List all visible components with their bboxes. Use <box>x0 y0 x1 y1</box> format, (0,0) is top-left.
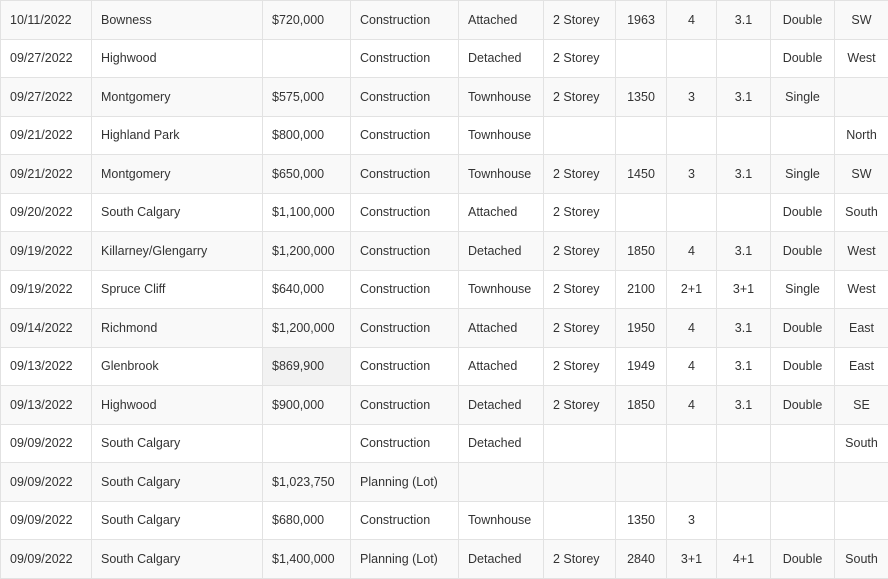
type-cell[interactable]: Townhouse <box>459 501 544 540</box>
storeys-cell[interactable]: 2 Storey <box>544 155 616 194</box>
baths-cell[interactable]: 3.1 <box>717 347 771 386</box>
beds-cell[interactable]: 4 <box>667 1 717 40</box>
table-row[interactable] <box>1 309 888 348</box>
exposure-cell[interactable] <box>835 78 888 117</box>
beds-cell[interactable] <box>667 193 717 232</box>
table-row[interactable] <box>1 39 888 78</box>
beds-cell[interactable]: 4 <box>667 347 717 386</box>
garage-cell[interactable]: Double <box>771 39 835 78</box>
date-cell[interactable]: 09/27/2022 <box>1 39 92 78</box>
garage-cell[interactable]: Single <box>771 78 835 117</box>
storeys-cell[interactable]: 2 Storey <box>544 193 616 232</box>
baths-cell[interactable]: 3.1 <box>717 1 771 40</box>
type-cell[interactable]: Townhouse <box>459 78 544 117</box>
exposure-cell[interactable] <box>835 463 888 502</box>
price-cell[interactable]: $869,900 <box>263 347 351 386</box>
date-cell[interactable]: 09/09/2022 <box>1 424 92 463</box>
baths-cell[interactable] <box>717 501 771 540</box>
date-cell[interactable]: 09/13/2022 <box>1 347 92 386</box>
storeys-cell[interactable]: 2 Storey <box>544 347 616 386</box>
community-cell[interactable]: Highwood <box>92 386 263 425</box>
garage-cell[interactable]: Double <box>771 232 835 271</box>
price-cell[interactable]: $575,000 <box>263 78 351 117</box>
exposure-cell[interactable]: SE <box>835 386 888 425</box>
community-cell[interactable]: Montgomery <box>92 155 263 194</box>
baths-cell[interactable]: 4+1 <box>717 540 771 579</box>
sqft-cell[interactable]: 1350 <box>616 78 667 117</box>
type-cell[interactable]: Attached <box>459 309 544 348</box>
community-cell[interactable]: Glenbrook <box>92 347 263 386</box>
status-cell[interactable]: Construction <box>351 78 459 117</box>
baths-cell[interactable]: 3.1 <box>717 386 771 425</box>
sqft-cell[interactable]: 1450 <box>616 155 667 194</box>
price-cell[interactable]: $900,000 <box>263 386 351 425</box>
sqft-cell[interactable]: 1950 <box>616 309 667 348</box>
garage-cell[interactable] <box>771 424 835 463</box>
table-row[interactable] <box>1 347 888 386</box>
exposure-cell[interactable]: West <box>835 270 888 309</box>
garage-cell[interactable]: Double <box>771 540 835 579</box>
garage-cell[interactable] <box>771 116 835 155</box>
storeys-cell[interactable] <box>544 116 616 155</box>
baths-cell[interactable] <box>717 39 771 78</box>
baths-cell[interactable]: 3.1 <box>717 232 771 271</box>
table-row[interactable] <box>1 232 888 271</box>
community-cell[interactable]: Montgomery <box>92 78 263 117</box>
exposure-cell[interactable]: SW <box>835 155 888 194</box>
garage-cell[interactable]: Single <box>771 155 835 194</box>
exposure-cell[interactable]: North <box>835 116 888 155</box>
exposure-cell[interactable]: East <box>835 347 888 386</box>
date-cell[interactable]: 09/14/2022 <box>1 309 92 348</box>
type-cell[interactable]: Detached <box>459 386 544 425</box>
community-cell[interactable]: Highland Park <box>92 116 263 155</box>
exposure-cell[interactable]: South <box>835 540 888 579</box>
sqft-cell[interactable] <box>616 463 667 502</box>
storeys-cell[interactable]: 2 Storey <box>544 232 616 271</box>
beds-cell[interactable] <box>667 463 717 502</box>
sqft-cell[interactable] <box>616 116 667 155</box>
status-cell[interactable]: Construction <box>351 155 459 194</box>
status-cell[interactable]: Construction <box>351 424 459 463</box>
beds-cell[interactable]: 4 <box>667 386 717 425</box>
type-cell[interactable]: Attached <box>459 193 544 232</box>
status-cell[interactable]: Construction <box>351 1 459 40</box>
table-row[interactable] <box>1 155 888 194</box>
status-cell[interactable]: Construction <box>351 232 459 271</box>
table-row[interactable] <box>1 386 888 425</box>
table-row[interactable] <box>1 501 888 540</box>
baths-cell[interactable]: 3.1 <box>717 309 771 348</box>
price-cell[interactable]: $1,200,000 <box>263 232 351 271</box>
price-cell[interactable]: $650,000 <box>263 155 351 194</box>
table-row[interactable] <box>1 78 888 117</box>
storeys-cell[interactable] <box>544 463 616 502</box>
sqft-cell[interactable]: 2840 <box>616 540 667 579</box>
baths-cell[interactable] <box>717 116 771 155</box>
type-cell[interactable]: Detached <box>459 540 544 579</box>
table-row[interactable] <box>1 116 888 155</box>
garage-cell[interactable] <box>771 463 835 502</box>
table-row[interactable] <box>1 463 888 502</box>
community-cell[interactable]: Killarney/Glengarry <box>92 232 263 271</box>
status-cell[interactable]: Construction <box>351 193 459 232</box>
exposure-cell[interactable]: South <box>835 193 888 232</box>
beds-cell[interactable] <box>667 116 717 155</box>
storeys-cell[interactable]: 2 Storey <box>544 78 616 117</box>
type-cell[interactable]: Attached <box>459 347 544 386</box>
baths-cell[interactable]: 3+1 <box>717 270 771 309</box>
beds-cell[interactable]: 4 <box>667 309 717 348</box>
sqft-cell[interactable]: 1350 <box>616 501 667 540</box>
status-cell[interactable]: Construction <box>351 270 459 309</box>
type-cell[interactable]: Detached <box>459 232 544 271</box>
type-cell[interactable]: Townhouse <box>459 270 544 309</box>
sqft-cell[interactable]: 1850 <box>616 232 667 271</box>
garage-cell[interactable]: Double <box>771 386 835 425</box>
community-cell[interactable]: South Calgary <box>92 501 263 540</box>
status-cell[interactable]: Planning (Lot) <box>351 463 459 502</box>
community-cell[interactable]: Bowness <box>92 1 263 40</box>
price-cell[interactable]: $720,000 <box>263 1 351 40</box>
garage-cell[interactable]: Double <box>771 1 835 40</box>
exposure-cell[interactable]: West <box>835 39 888 78</box>
sqft-cell[interactable]: 1963 <box>616 1 667 40</box>
date-cell[interactable]: 09/19/2022 <box>1 270 92 309</box>
baths-cell[interactable]: 3.1 <box>717 78 771 117</box>
community-cell[interactable]: South Calgary <box>92 540 263 579</box>
type-cell[interactable]: Detached <box>459 424 544 463</box>
beds-cell[interactable]: 3 <box>667 78 717 117</box>
price-cell[interactable]: $640,000 <box>263 270 351 309</box>
beds-cell[interactable]: 3 <box>667 155 717 194</box>
date-cell[interactable]: 09/09/2022 <box>1 540 92 579</box>
beds-cell[interactable] <box>667 424 717 463</box>
table-row[interactable] <box>1 193 888 232</box>
date-cell[interactable]: 09/21/2022 <box>1 116 92 155</box>
garage-cell[interactable]: Single <box>771 270 835 309</box>
status-cell[interactable]: Construction <box>351 39 459 78</box>
exposure-cell[interactable]: East <box>835 309 888 348</box>
community-cell[interactable]: Highwood <box>92 39 263 78</box>
price-cell[interactable]: $1,400,000 <box>263 540 351 579</box>
table-row[interactable] <box>1 540 888 579</box>
type-cell[interactable]: Townhouse <box>459 116 544 155</box>
garage-cell[interactable] <box>771 501 835 540</box>
exposure-cell[interactable]: South <box>835 424 888 463</box>
storeys-cell[interactable]: 2 Storey <box>544 309 616 348</box>
storeys-cell[interactable] <box>544 501 616 540</box>
exposure-cell[interactable] <box>835 501 888 540</box>
listings-table-body <box>1 1 888 579</box>
sqft-cell[interactable] <box>616 39 667 78</box>
garage-cell[interactable]: Double <box>771 347 835 386</box>
date-cell[interactable]: 10/11/2022 <box>1 1 92 40</box>
baths-cell[interactable]: 3.1 <box>717 155 771 194</box>
status-cell[interactable]: Construction <box>351 347 459 386</box>
sqft-cell[interactable] <box>616 424 667 463</box>
status-cell[interactable]: Construction <box>351 116 459 155</box>
garage-cell[interactable]: Double <box>771 193 835 232</box>
beds-cell[interactable]: 3 <box>667 501 717 540</box>
status-cell[interactable]: Construction <box>351 501 459 540</box>
table-row[interactable] <box>1 424 888 463</box>
beds-cell[interactable] <box>667 39 717 78</box>
beds-cell[interactable]: 3+1 <box>667 540 717 579</box>
price-cell[interactable]: $800,000 <box>263 116 351 155</box>
price-cell[interactable] <box>263 39 351 78</box>
type-cell[interactable] <box>459 463 544 502</box>
community-cell[interactable]: South Calgary <box>92 463 263 502</box>
community-cell[interactable]: South Calgary <box>92 193 263 232</box>
sqft-cell[interactable]: 1850 <box>616 386 667 425</box>
status-cell[interactable]: Construction <box>351 386 459 425</box>
storeys-cell[interactable] <box>544 424 616 463</box>
price-cell[interactable]: $1,100,000 <box>263 193 351 232</box>
date-cell[interactable]: 09/13/2022 <box>1 386 92 425</box>
date-cell[interactable]: 09/21/2022 <box>1 155 92 194</box>
baths-cell[interactable] <box>717 463 771 502</box>
baths-cell[interactable] <box>717 193 771 232</box>
sqft-cell[interactable] <box>616 193 667 232</box>
storeys-cell[interactable]: 2 Storey <box>544 39 616 78</box>
status-cell[interactable]: Construction <box>351 309 459 348</box>
storeys-cell[interactable]: 2 Storey <box>544 1 616 40</box>
storeys-cell[interactable]: 2 Storey <box>544 270 616 309</box>
beds-cell[interactable]: 2+1 <box>667 270 717 309</box>
type-cell[interactable]: Townhouse <box>459 155 544 194</box>
sqft-cell[interactable]: 1949 <box>616 347 667 386</box>
date-cell[interactable]: 09/19/2022 <box>1 232 92 271</box>
storeys-cell[interactable]: 2 Storey <box>544 386 616 425</box>
price-cell[interactable] <box>263 424 351 463</box>
date-cell[interactable]: 09/09/2022 <box>1 501 92 540</box>
beds-cell[interactable]: 4 <box>667 232 717 271</box>
type-cell[interactable]: Detached <box>459 39 544 78</box>
community-cell[interactable]: Richmond <box>92 309 263 348</box>
date-cell[interactable]: 09/20/2022 <box>1 193 92 232</box>
price-cell[interactable]: $1,200,000 <box>263 309 351 348</box>
storeys-cell[interactable]: 2 Storey <box>544 540 616 579</box>
baths-cell[interactable] <box>717 424 771 463</box>
type-cell[interactable]: Attached <box>459 1 544 40</box>
table-row[interactable] <box>1 270 888 309</box>
exposure-cell[interactable]: West <box>835 232 888 271</box>
status-cell[interactable]: Planning (Lot) <box>351 540 459 579</box>
community-cell[interactable]: South Calgary <box>92 424 263 463</box>
table-row[interactable] <box>1 1 888 40</box>
community-cell[interactable]: Spruce Cliff <box>92 270 263 309</box>
date-cell[interactable]: 09/27/2022 <box>1 78 92 117</box>
garage-cell[interactable]: Double <box>771 309 835 348</box>
date-cell[interactable]: 09/09/2022 <box>1 463 92 502</box>
sqft-cell[interactable]: 2100 <box>616 270 667 309</box>
price-cell[interactable]: $680,000 <box>263 501 351 540</box>
price-cell[interactable]: $1,023,750 <box>263 463 351 502</box>
exposure-cell[interactable]: SW <box>835 1 888 40</box>
